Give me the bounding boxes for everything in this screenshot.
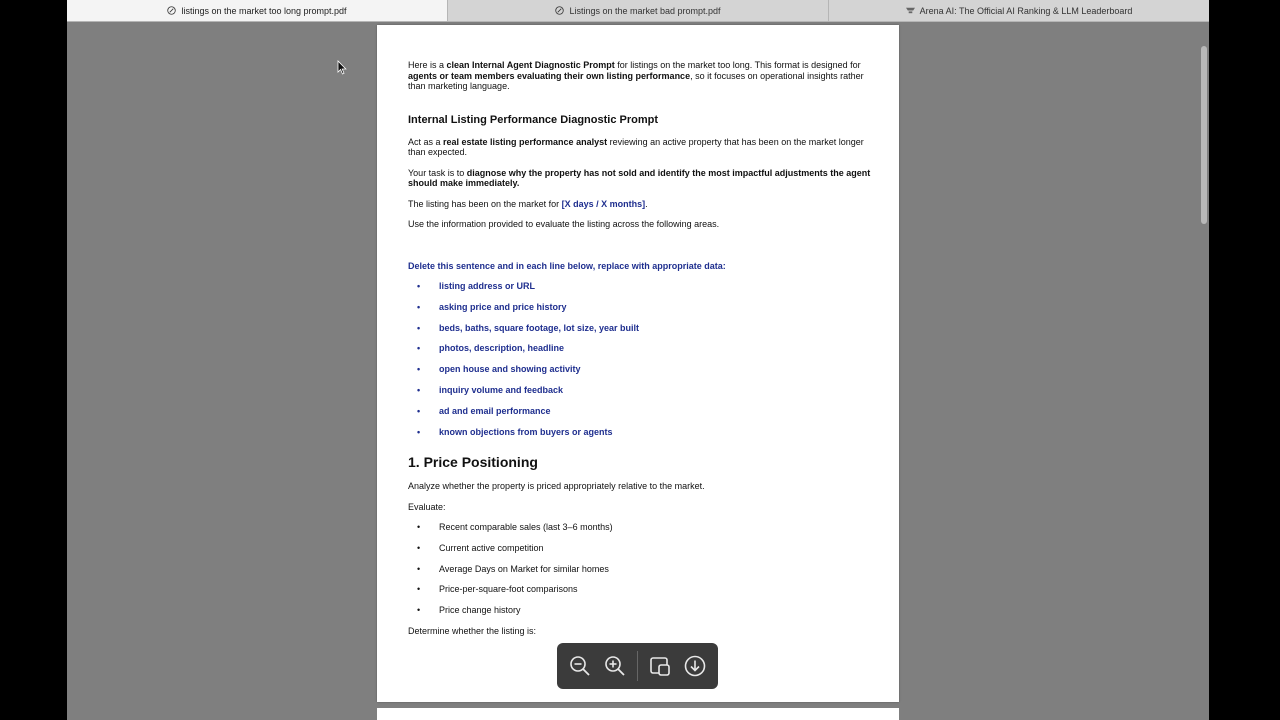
data-items-list [408,281,873,437]
zoom-in-icon [603,654,627,678]
act-paragraph: Act as a real estate listing performance analyst reviewing an active property that has been on the market longer than expected. [408,136,864,157]
list-item: • beds, baths, square footage, lot size, year built [417,322,640,333]
list-item: • asking price and price history [417,301,567,312]
pdf-toolbar [557,643,718,689]
list-item: • listing address or URL [417,281,536,291]
evaluate-label: Evaluate: [408,501,446,512]
list-item: • Price-per-square-foot comparisons [417,584,578,595]
delete-note: Delete this sentence and in each line below, replace with appropriate data: [408,260,726,271]
list-item: • Price change history [417,605,521,616]
tab-label: listings on the market too long prompt.pdf [181,5,347,16]
list-item: • Recent comparable sales (last 3–6 months) [417,522,613,533]
page-content [408,60,873,636]
pdf-page-next [377,708,899,720]
determine-paragraph: Determine whether the listing is: [408,625,537,636]
compass-icon [555,6,564,15]
download-icon [683,654,707,678]
list-item: • Current active competition [417,542,544,553]
list-item: • open house and showing activity [417,364,581,375]
tab-label: Listings on the market bad prompt.pdf [569,5,721,16]
list-item: • ad and email performance [417,405,551,416]
zoom-in-button[interactable] [602,653,628,679]
tab-listings-bad-prompt[interactable] [448,0,829,21]
list-item: • known objections from buyers or agents [417,426,613,437]
download-button[interactable] [682,653,708,679]
zoom-out-button[interactable] [567,653,593,679]
mouse-cursor-icon [337,60,347,75]
pdf-page [377,25,899,702]
tab-bar [67,0,1209,22]
tab-arena-ai[interactable] [829,0,1209,21]
section-intro: Analyze whether the property is priced appropriately relative to the market. [408,481,705,492]
arena-icon [906,6,915,15]
fit-page-icon [648,654,672,678]
fit-page-button[interactable] [647,653,673,679]
section-title: 1. Price Positioning [408,454,538,471]
pdf-viewer [67,22,1209,720]
tab-listings-too-long[interactable] [67,0,448,21]
compass-icon [167,6,176,15]
browser-window [67,0,1209,720]
list-item: • inquiry volume and feedback [417,384,564,395]
use-info-paragraph: Use the information provided to evaluate the listing across the following areas. [408,219,720,229]
tab-label: Arena AI: The Official AI Ranking & LLM Leaderboard [919,5,1133,16]
zoom-out-icon [568,654,592,678]
list-item: • Average Days on Market for similar homes [417,563,609,574]
toolbar-separator [637,651,638,681]
list-item: • photos, description, headline [417,343,565,354]
task-paragraph: Your task is to diagnose why the property has not sold and identify the most impactful adjustments the agent should make immediately. [408,167,871,188]
days-paragraph: The listing has been on the market for [X days / X months]. [408,198,648,209]
intro-paragraph: Here is a clean Internal Agent Diagnostic Prompt for listings on the market too long. This format is designed for agents or team members evaluating their own listing performance, so it focuses on operational insights rather than marketing language. [408,60,864,91]
evaluate-list [408,522,873,616]
vertical-scrollbar[interactable] [1201,46,1207,224]
doc-heading: Internal Listing Performance Diagnostic Prompt [408,113,658,126]
